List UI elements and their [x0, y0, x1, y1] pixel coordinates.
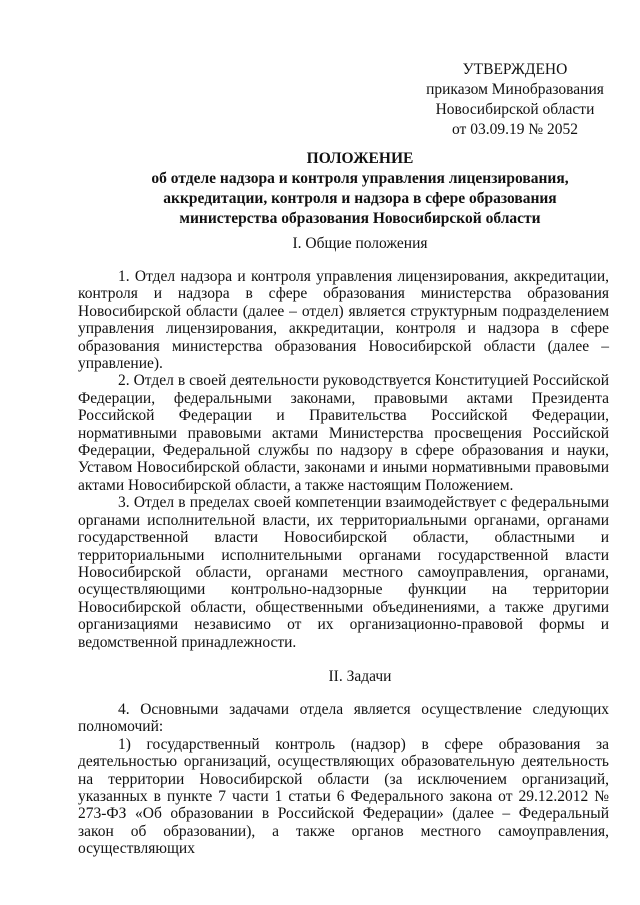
approval-line-date: от 03.09.19 № 2052: [452, 121, 578, 138]
section-1-heading: I. Общие положения: [292, 235, 428, 252]
paragraph-2: 2. Отдел в своей деятельности руководствуется Конституцией Российской Федерации, федеральными законами, правовыми актами Президента Российской Федерации и Правительства Российской Федерации, нормативными правовыми актами Министерства просвещения Российской Федерации, Федеральной службы по надзору в сфере образования и науки, Уставом Новосибирской области, законами и иными нормативными правовыми актами Новосибирской области, а также настоящим Положением.: [78, 372, 609, 494]
section-2-body: [78, 701, 609, 858]
document-title: [60, 149, 640, 229]
paragraph-1: 1. Отдел надзора и контроля управления лицензирования, аккредитации, контроля и надзора в сфере образования министерства образования Новосибирской области (далее – отдел) является структурным подразделением управления лицензирования, аккредитации, контроля и надзора в сфере образования министерства образования Новосибирской области (далее – управление).: [78, 268, 609, 373]
paragraph-4-item-1: 1) государственный контроль (надзор) в сфере образования за деятельностью организаций, осуществляющих образовательную деятельность на территории Новосибирской области (за исключением организаций, указанных в пункте 7 части 1 статьи 6 Федерального закона от 29.12.2012 № 273-ФЗ «Об образовании в Российской Федерации» (далее – Федеральный закон об образовании), а также органов местного самоуправления, осуществляющих: [78, 735, 609, 858]
title-line-1: ПОЛОЖЕНИЕ: [306, 150, 414, 167]
paragraph-4: 4. Основными задачами отдела является осуществление следующих полномочий:: [78, 701, 609, 736]
section-1-body: [78, 268, 609, 651]
approval-stamp: [410, 60, 620, 140]
title-line-2: об отделе надзора и контроля управления лицензирования,: [151, 170, 569, 187]
title-line-4: министерства образования Новосибирской области: [179, 210, 541, 227]
approval-line-region: Новосибирской области: [435, 101, 595, 118]
paragraph-3: 3. Отдел в пределах своей компетенции взаимодействует с федеральными органами исполнительной власти, их территориальными органами, органами государственной власти Новосибирской области, областными и территориальными исполнительными органами государственной власти Новосибирской области, органами местного самоуправления, органами, осуществляющими контрольно-надзорные функции на территории Новосибирской области, общественными объединениями, а также другими организациями независимо от их организационно-правовой формы и ведомственной принадлежности.: [78, 494, 609, 651]
title-line-3: аккредитации, контроля и надзора в сфере образования: [163, 190, 557, 207]
approval-line-approved: УТВЕРЖДЕНО: [462, 61, 568, 78]
section-2-heading: II. Задачи: [328, 668, 392, 685]
approval-line-order: приказом Минобразования: [426, 81, 604, 98]
